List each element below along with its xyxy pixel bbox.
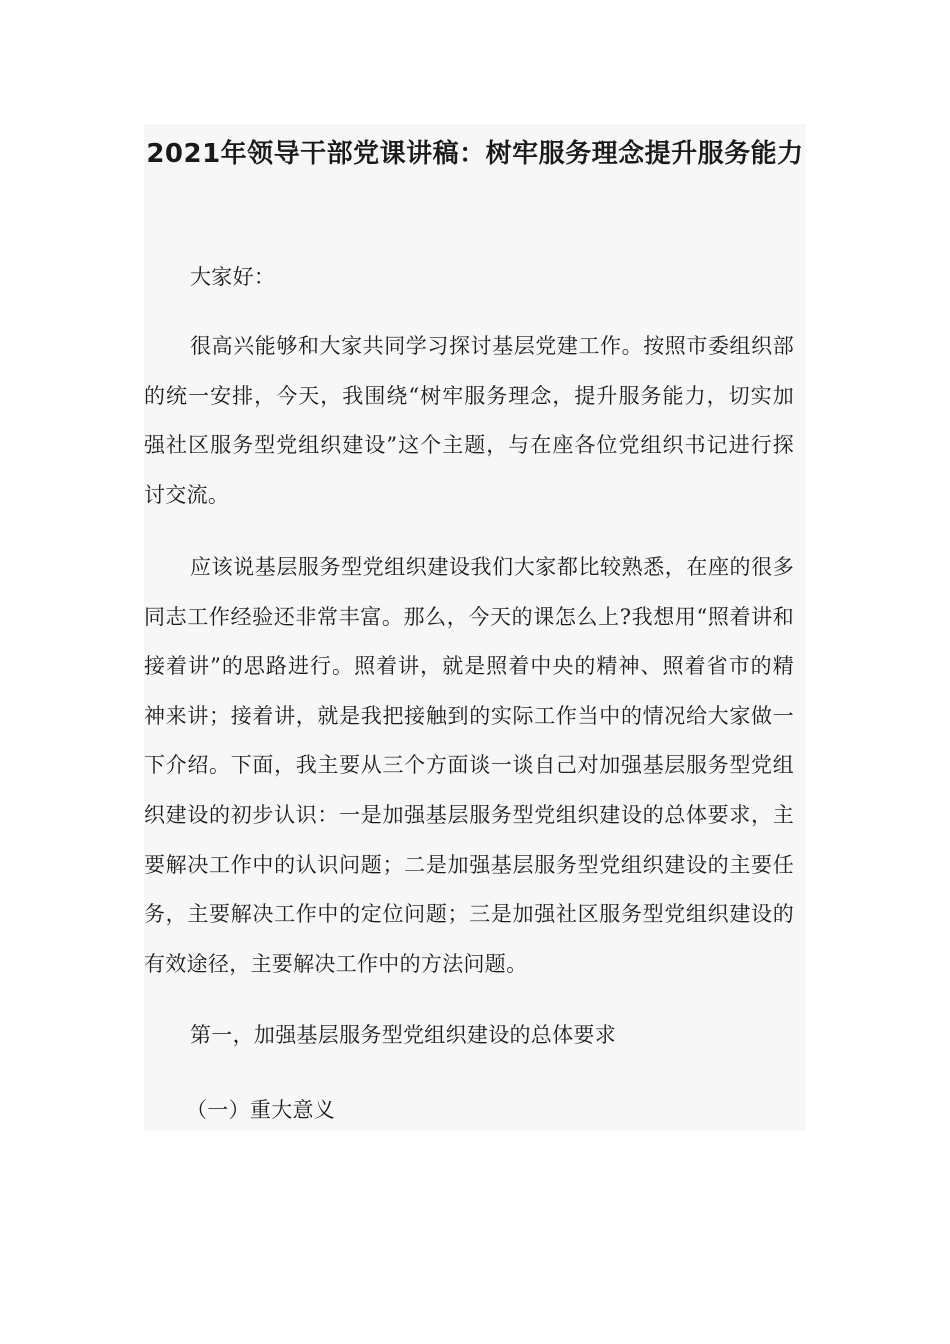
intro-paragraph: 很高兴能够和大家共同学习探讨基层党建工作。按照市委组织部的统一安排，今天，我围绕“树牢服务理念，提升服务能力，切实加强社区服务型党组织建设”这个主题，与在座各位党组织书记进行探讨交流。: [144, 334, 794, 507]
subsection-heading: （一）重大意义: [186, 1098, 336, 1122]
greeting-paragraph: 大家好：: [190, 265, 276, 289]
section-heading: 第一，加强基层服务型党组织建设的总体要求: [190, 1023, 616, 1047]
overview-paragraph: 应该说基层服务型党组织建设我们大家都比较熟悉，在座的很多同志工作经验还非常丰富。那么，今天的课怎么上?我想用“照着讲和接着讲”的思路进行。照着讲，就是照着中央的精神、照着省市的精神来讲；接着讲，就是我把接触到的实际工作当中的情况给大家做一下介绍。下面，我主要从三个方面谈一谈自己对加强基层服务型党组织建设的初步认识：一是加强基层服务型党组织建设的总体要求，主要解决工作中的认识问题；二是加强基层服务型党组织建设的主要任务，主要解决工作中的定位问题；三是加强社区服务型党组织建设的有效途径，主要解决工作中的方法问题。: [144, 555, 794, 976]
document-title: 2021年领导干部党课讲稿：树牢服务理念提升服务能力: [146, 139, 804, 169]
